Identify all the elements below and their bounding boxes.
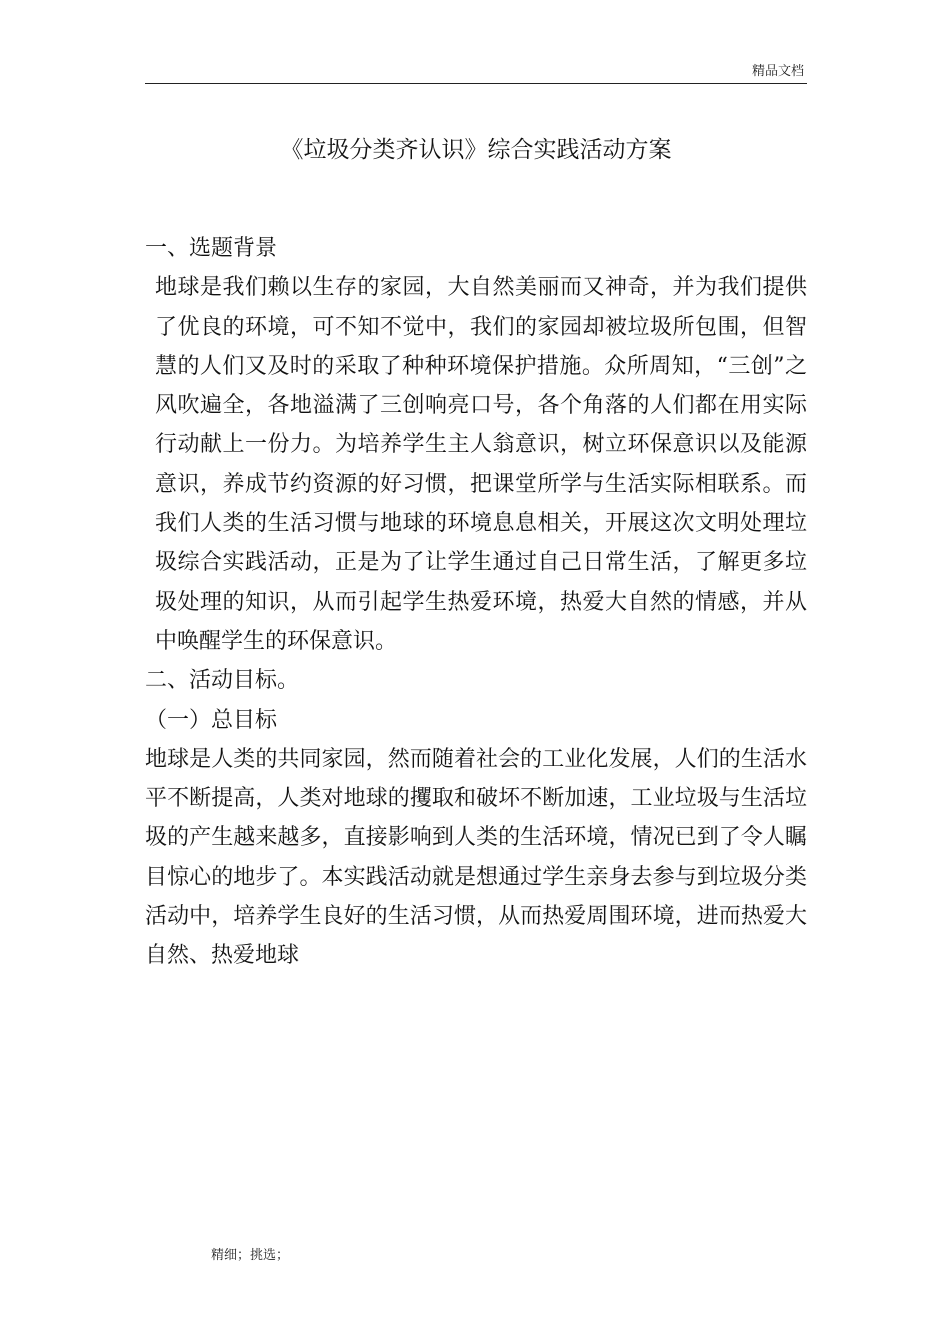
page-footer: 精细；挑选； (211, 1248, 290, 1263)
paragraph-background: 地球是我们赖以生存的家园，大自然美丽而又神奇，并为我们提供了优良的环境，可不知不觉中，我们的家园却被垃圾所包围，但智慧的人们又及时的采取了种种环境保护措施。众所周知，“三创”之风吹遍全，各地溢满了三创响亮口号，各个角落的人们都在用实际行动献上一份力。为培养学生主人翁意识，树立环保意识以及能源意识，养成节约资源的好习惯，把课堂所学与生活实际相联系。而我们人类的生活习惯与地球的环境息息相关，开展这次文明处理垃圾综合实践活动，正是为了让学生通过自己日常生活，了解更多垃圾处理的知识，从而引起学生热爱环境，热爱大自然的情感，并从中唤醒学生的环保意识。 (155, 275, 807, 654)
section-heading-background: 一、选题背景 (145, 236, 278, 261)
paragraph-overall-goal: 地球是人类的共同家园，然而随着社会的工业化发展，人们的生活水平不断提高，人类对地球的攫取和破坏不断加速，工业垃圾与生活垃圾的产生越来越多，直接影响到人类的生活环境，情况已到了令人瞩目惊心的地步了。本实践活动就是想通过学生亲身去参与到垃圾分类活动中，培养学生良好的生活习惯，从而热爱周围环境，进而热爱大自然、热爱地球 (145, 746, 807, 969)
subsection-heading-overall-goal: （一）总目标 (145, 707, 278, 733)
header-divider (145, 83, 807, 84)
document-title: 《垃圾分类齐认识》综合实践活动方案 (280, 137, 672, 163)
section-heading-goals: 二、活动目标。 (145, 668, 300, 694)
document-body (145, 229, 807, 976)
header-label: 精品文档 (751, 64, 804, 79)
